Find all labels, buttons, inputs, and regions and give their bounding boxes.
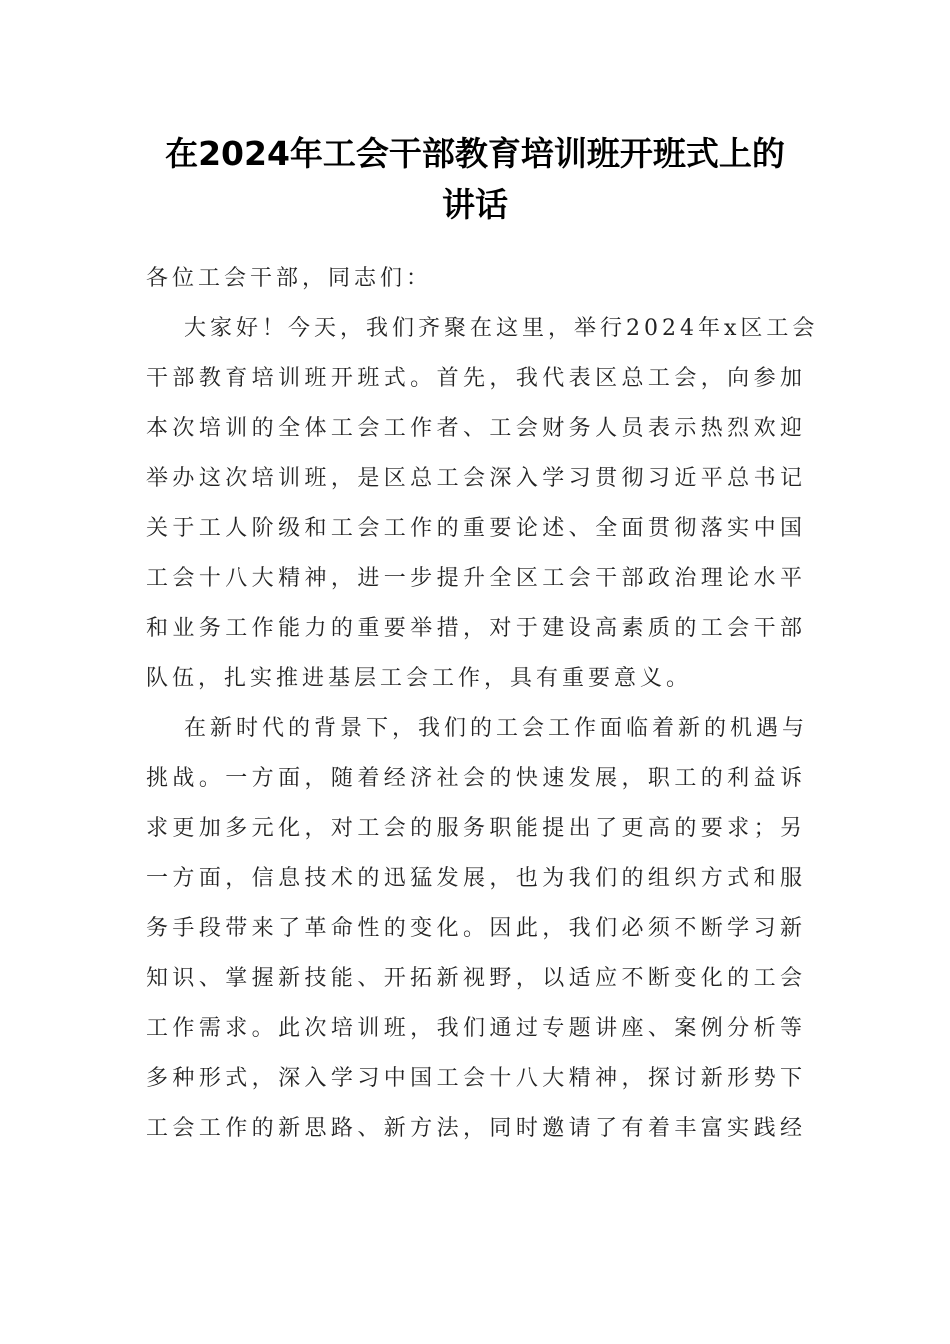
paragraph-line: 工会工作的新思路、新方法，同时邀请了有着丰富实践经 (146, 1116, 806, 1141)
paragraph-line: 干部教育培训班开班式。首先，我代表区总工会，向参加 (146, 366, 806, 391)
paragraph-1 (146, 304, 819, 704)
paragraph-line: 和业务工作能力的重要举措，对于建设高素质的工会干部 (146, 616, 806, 641)
paragraph-line: 知识、掌握新技能、开拓新视野，以适应不断变化的工会 (146, 966, 806, 991)
paragraph-line: 挑战。一方面，随着经济社会的快速发展，职工的利益诉 (146, 766, 806, 791)
greeting: 各位工会干部，同志们： (146, 266, 433, 291)
paragraph-line: 一方面，信息技术的迅猛发展，也为我们的组织方式和服 (146, 866, 806, 891)
paragraph-line: 工会十八大精神，进一步提升全区工会干部政治理论水平 (146, 566, 806, 591)
paragraph-line: 务手段带来了革命性的变化。因此，我们必须不断学习新 (146, 916, 806, 941)
paragraph-line: 队伍，扎实推进基层工会工作，具有重要意义。 (146, 666, 693, 691)
title-line-1: 在2024年工会干部教育培训班开班式上的 (165, 134, 785, 173)
paragraph-line: 在新时代的背景下，我们的工会工作面临着新的机遇与 (184, 716, 809, 741)
paragraph-line: 工作需求。此次培训班，我们通过专题讲座、案例分析等 (146, 1016, 806, 1041)
paragraph-line: 求更加多元化，对工会的服务职能提出了更高的要求；另 (146, 816, 806, 841)
document-title (0, 128, 950, 230)
title-line-2: 讲话 (442, 185, 508, 224)
paragraph-line: 举办这次培训班，是区总工会深入学习贯彻习近平总书记 (146, 466, 806, 491)
paragraph-2 (146, 704, 809, 1154)
paragraph-line: 多种形式，深入学习中国工会十八大精神，探讨新形势下 (146, 1066, 806, 1091)
paragraph-line: 本次培训的全体工会工作者、工会财务人员表示热烈欢迎 (146, 416, 806, 441)
paragraph-line: 大家好！今天，我们齐聚在这里，举行2024年x区工会 (184, 316, 819, 341)
paragraph-line: 关于工人阶级和工会工作的重要论述、全面贯彻落实中国 (146, 516, 806, 541)
document-body (146, 254, 819, 1154)
